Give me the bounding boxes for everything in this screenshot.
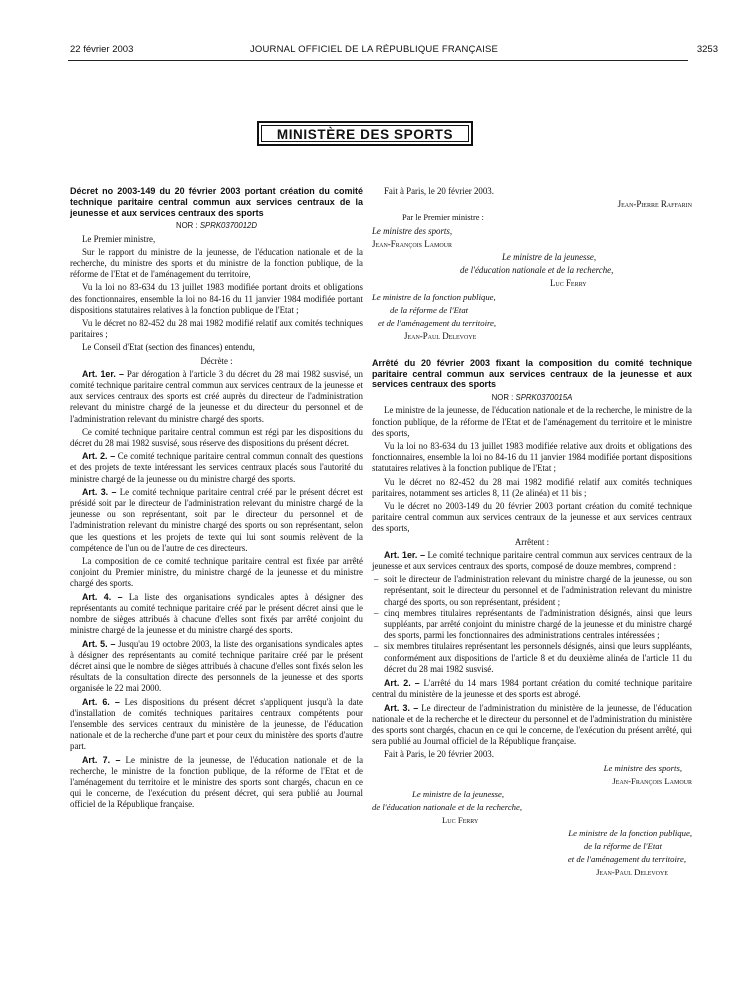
ministry-title: MINISTÈRE DES SPORTS <box>261 125 469 142</box>
arrete-sig1-name: Jean-François Lamour <box>612 775 692 786</box>
article-text: Ce comité technique paritaire central commun connaît des questions et des projets de texte intéressant les services centraux placés sous l'autorité du ministre chargé de la jeunesse ou du ministre chargé des sports. <box>70 451 363 484</box>
article-label: Art. 6. – <box>82 696 120 707</box>
arrete-sig2-role1: Le ministre de la jeunesse, <box>412 788 505 799</box>
article-text: Par dérogation à l'article 3 du décret du 28 mai 1982 susvisé, un comité technique paritaire central commun aux services centraux de la jeunesse et aux services centraux des sports est créé auprès du directeur de l'administration relevant du ministre chargé de la jeunesse et du directeur du personnel et de l'administration relevant du ministre chargé des sports. <box>70 368 363 424</box>
arrete-sig3-role3: et de l'aménagement du territoire, <box>567 853 686 864</box>
decree-article-paragraph <box>70 556 363 590</box>
decree-decrete: Décrète : <box>200 355 233 366</box>
arrete-article-3: Art. 3. – Le directeur de l'administration du ministère de la jeunesse, de l'éducation nationale et de la recherche et le directeur du personnel et de l'administration du ministère des sports sont chargés, chacun en ce qui le concerne, de l'exécution du présent arrêté, qui sera publié au Journal officiel de la République française. <box>372 702 692 747</box>
decree-article-paragraph <box>70 487 363 554</box>
page-header <box>0 44 748 58</box>
decree-intro-3: Vu le décret no 82-452 du 28 mai 1982 modifié relatif aux comités techniques paritaires ; <box>70 318 363 340</box>
decree-sig3-name: Jean-Paul Delevoye <box>404 330 477 341</box>
article-text: Les dispositions du présent décret s'appliquent jusqu'à la date d'installation de comités techniques paritaires centraux compétents pour l'ensemble des services centraux du ministère de la jeunesse, de l'éducation nationale et de la recherche d'une part et pour ceux du ministère des sports d'autre part. <box>70 696 363 752</box>
decree-article-paragraph <box>70 592 363 637</box>
decree-nor: NOR : SPRK0370012D <box>175 221 258 231</box>
decree-sig1-name: Jean-François Lamour <box>372 238 452 249</box>
article-text: Le ministre de la jeunesse, de l'éducation nationale et de la recherche, le ministre de la fonction publique, de la réforme de l'Etat et de l'aménagement du territoire et le ministre des sports sont chargés, chacun en ce qui le concerne, de l'exécution du présent décret, qui sera publié au Journal officiel de la République française. <box>70 754 364 810</box>
arrete-sig3-role1: Le ministre de la fonction publique, <box>568 827 692 838</box>
decree-sig2-role1: Le ministre de la jeunesse, <box>502 252 597 263</box>
article-text: Jusqu'au 19 octobre 2003, la liste des organisations syndicales aptes à désigner des représentants au comité technique paritaire créé par le présent décret ainsi que le nombre de sièges attribués à chacune d'elles sont fixés selon les résultats de la consultation directe des personnels de la jeunesse et des sports organisée le 22 mai 2000. <box>70 638 363 694</box>
article-text: Le comité technique paritaire central créé par le présent décret est présidé soit par le directeur de l'administration relevant du ministre chargé de la jeunesse ou son représentant, soit par le directeur du personnel et de l'administration relevant du ministre chargé des sports ou son représentant, selon que les questions et les projets de texte qui lui sont soumis relèvent de la compétence de l'un ou de l'autre de ces directeurs. <box>70 486 364 553</box>
left-column <box>70 186 363 813</box>
ministry-box <box>257 121 473 146</box>
decree-intro-4: Le Conseil d'Etat (section des finances) entendu, <box>82 342 255 353</box>
decree-by-pm: Par le Premier ministre : <box>402 213 484 223</box>
decree-article-paragraph <box>70 369 363 425</box>
decree-article-paragraph <box>70 639 363 695</box>
arrete-intro-3: Vu le décret no 2003-149 du 20 février 2003 portant création du comité technique paritaire central commun aux services centraux de la jeunesse et aux services centraux des sports, <box>372 501 692 534</box>
decree-article-paragraph <box>70 755 363 811</box>
header-page-number: 3253 <box>696 44 718 55</box>
decree-signer-pm: Jean-Pierre Raffarin <box>617 199 692 210</box>
article-text: Ce comité technique paritaire central commun est régi par les dispositions du décret du 28 mai 1982 susvisé, sous réserve des dispositions du présent décret. <box>70 426 363 449</box>
arrete-intro-1: Vu la loi no 83-634 du 13 juillet 1983 modifiée relative aux droits et obligations des fonctionnaires, ensemble la loi no 84-16 du 11 janvier 1984 modifiée portant dispositions statutaires relatives à la fonction publique de l'Etat ; <box>372 441 692 474</box>
article-text: La composition de ce comité technique paritaire central est fixée par arrêté conjoint du Premier ministre, du ministre chargé de la jeunesse et du ministre chargé des sports. <box>70 556 363 589</box>
header-journal-title: JOURNAL OFFICIEL DE LA RÉPUBLIQUE FRANÇAISE <box>249 44 499 55</box>
decree-intro-1: Sur le rapport du ministre de la jeunesse, de l'éducation nationale et de la recherche, du ministre des sports et du ministre de la fonction publique, de la réforme de l'Etat et de l'aménagement du territoire, <box>70 246 363 280</box>
decree-article-paragraph <box>70 427 363 449</box>
arrete-bullet: – six membres titulaires représentant les personnels désignés, ainsi que leurs suppléants, conformément aux dispositions de l'article 8 et du deuxième alinéa de l'article 11 du décret du 28 mai 1982 susvisé. <box>372 641 692 675</box>
decree-sig2-role2: de l'éducation nationale et de la recherche, <box>460 265 614 276</box>
arrete-sig2-role2: de l'éducation nationale et de la recherche, <box>372 801 523 812</box>
decree-article-paragraph <box>70 451 363 485</box>
arrete-nor: NOR : SPRK0370015A <box>491 393 573 403</box>
decree-title: Décret no 2003-149 du 20 février 2003 portant création du comité technique paritaire central commun aux services centraux de la jeunesse et aux services centraux des sports <box>70 186 363 218</box>
arrete-intro-0: Le ministre de la jeunesse, de l'éducation nationale et de la recherche, le ministre de la fonction publique, de la réforme de l'Etat et de l'aménagement du territoire et le ministre des sports, <box>372 405 692 438</box>
article-label: Art. 2. – <box>82 451 116 462</box>
article-label: Art. 1er. – <box>82 368 124 379</box>
header-date: 22 février 2003 <box>70 44 134 55</box>
article-text: La liste des organisations syndicales aptes à désigner des représentants au comité technique paritaire créé par le présent décret ainsi que le nombre de sièges attribués à chacune d'elles sont fixés par arrêté conjoint du ministre chargé de la jeunesse et du ministre chargé des sports. <box>70 591 364 636</box>
decree-article-paragraph <box>70 697 363 753</box>
article-label: Art. 5. – <box>82 638 116 649</box>
decree-sig2-name: Luc Ferry <box>550 278 587 289</box>
arrete-bullet: – soit le directeur de l'administration relevant du ministre chargé de la jeunesse, ou son représentant, soit le directeur du personnel et de l'administration relevant du ministre chargé des sports, ou son représentant, président ; <box>372 574 692 608</box>
right-column <box>372 186 692 880</box>
article-label: Art. 7. – <box>82 754 121 765</box>
decree-sig3-role3: et de l'aménagement du territoire, <box>378 317 497 328</box>
arrete-sig3-role2: de la réforme de l'Etat <box>583 840 662 851</box>
arrete-intro-2: Vu le décret no 82-452 du 28 mai 1982 modifié relatif aux comités techniques paritaires, notamment ses articles 8, 11 (2e alinéa) et 11 bis ; <box>372 476 692 498</box>
arrete-article-1: Art. 1er. – Le comité technique paritaire central commun aux services centraux de la jeunesse et aux services centraux des sports, composé de douze membres, comprend : <box>372 549 692 572</box>
article-label: Art. 3. – <box>82 486 117 497</box>
arrete-bullet-list <box>372 574 692 675</box>
arrete-arretent: Arrêtent : <box>514 536 550 547</box>
article-label: Art. 4. – <box>82 591 123 602</box>
decree-intro-0: Le Premier ministre, <box>82 233 156 244</box>
header-rule <box>68 60 688 61</box>
decree-articles <box>70 369 363 811</box>
decree-intro-2: Vu la loi no 83-634 du 13 juillet 1983 modifiée portant droits et obligations des fonctionnaires, ensemble la loi no 84-16 du 11 janvier 1984 modifiée portant dispositions statutaires relatives à la fonction publique de l'Etat ; <box>70 282 363 315</box>
arrete-sig1-role: Le ministre des sports, <box>603 762 682 773</box>
decree-sig3-role1: Le ministre de la fonction publique, <box>372 291 496 302</box>
arrete-sig3-name: Jean-Paul Delevoye <box>596 866 668 877</box>
arrete-done: Fait à Paris, le 20 février 2003. <box>384 749 494 760</box>
arrete-title: Arrêté du 20 février 2003 fixant la composition du comité technique paritaire central commun aux services centraux de la jeunesse et aux services centraux des sports <box>372 357 692 390</box>
arrete-bullet: – cinq membres titulaires représentants de l'administration désignés, ainsi que leurs suppléants, par arrêté conjoint du ministre chargé de la jeunesse et du ministre chargé des sports, parmi les fonctionnaires des administrations centrales intéressées ; <box>372 608 692 642</box>
decree-sig3-role2: de la réforme de l'Etat <box>390 304 469 315</box>
decree-done: Fait à Paris, le 20 février 2003. <box>384 186 494 196</box>
decree-sig1-role: Le ministre des sports, <box>372 225 453 236</box>
arrete-sig2-name: Luc Ferry <box>442 814 479 825</box>
arrete-article-2: Art. 2. – L'arrêté du 14 mars 1984 portant création du comité technique paritaire central du ministère de la jeunesse et des sports est abrogé. <box>372 678 692 700</box>
